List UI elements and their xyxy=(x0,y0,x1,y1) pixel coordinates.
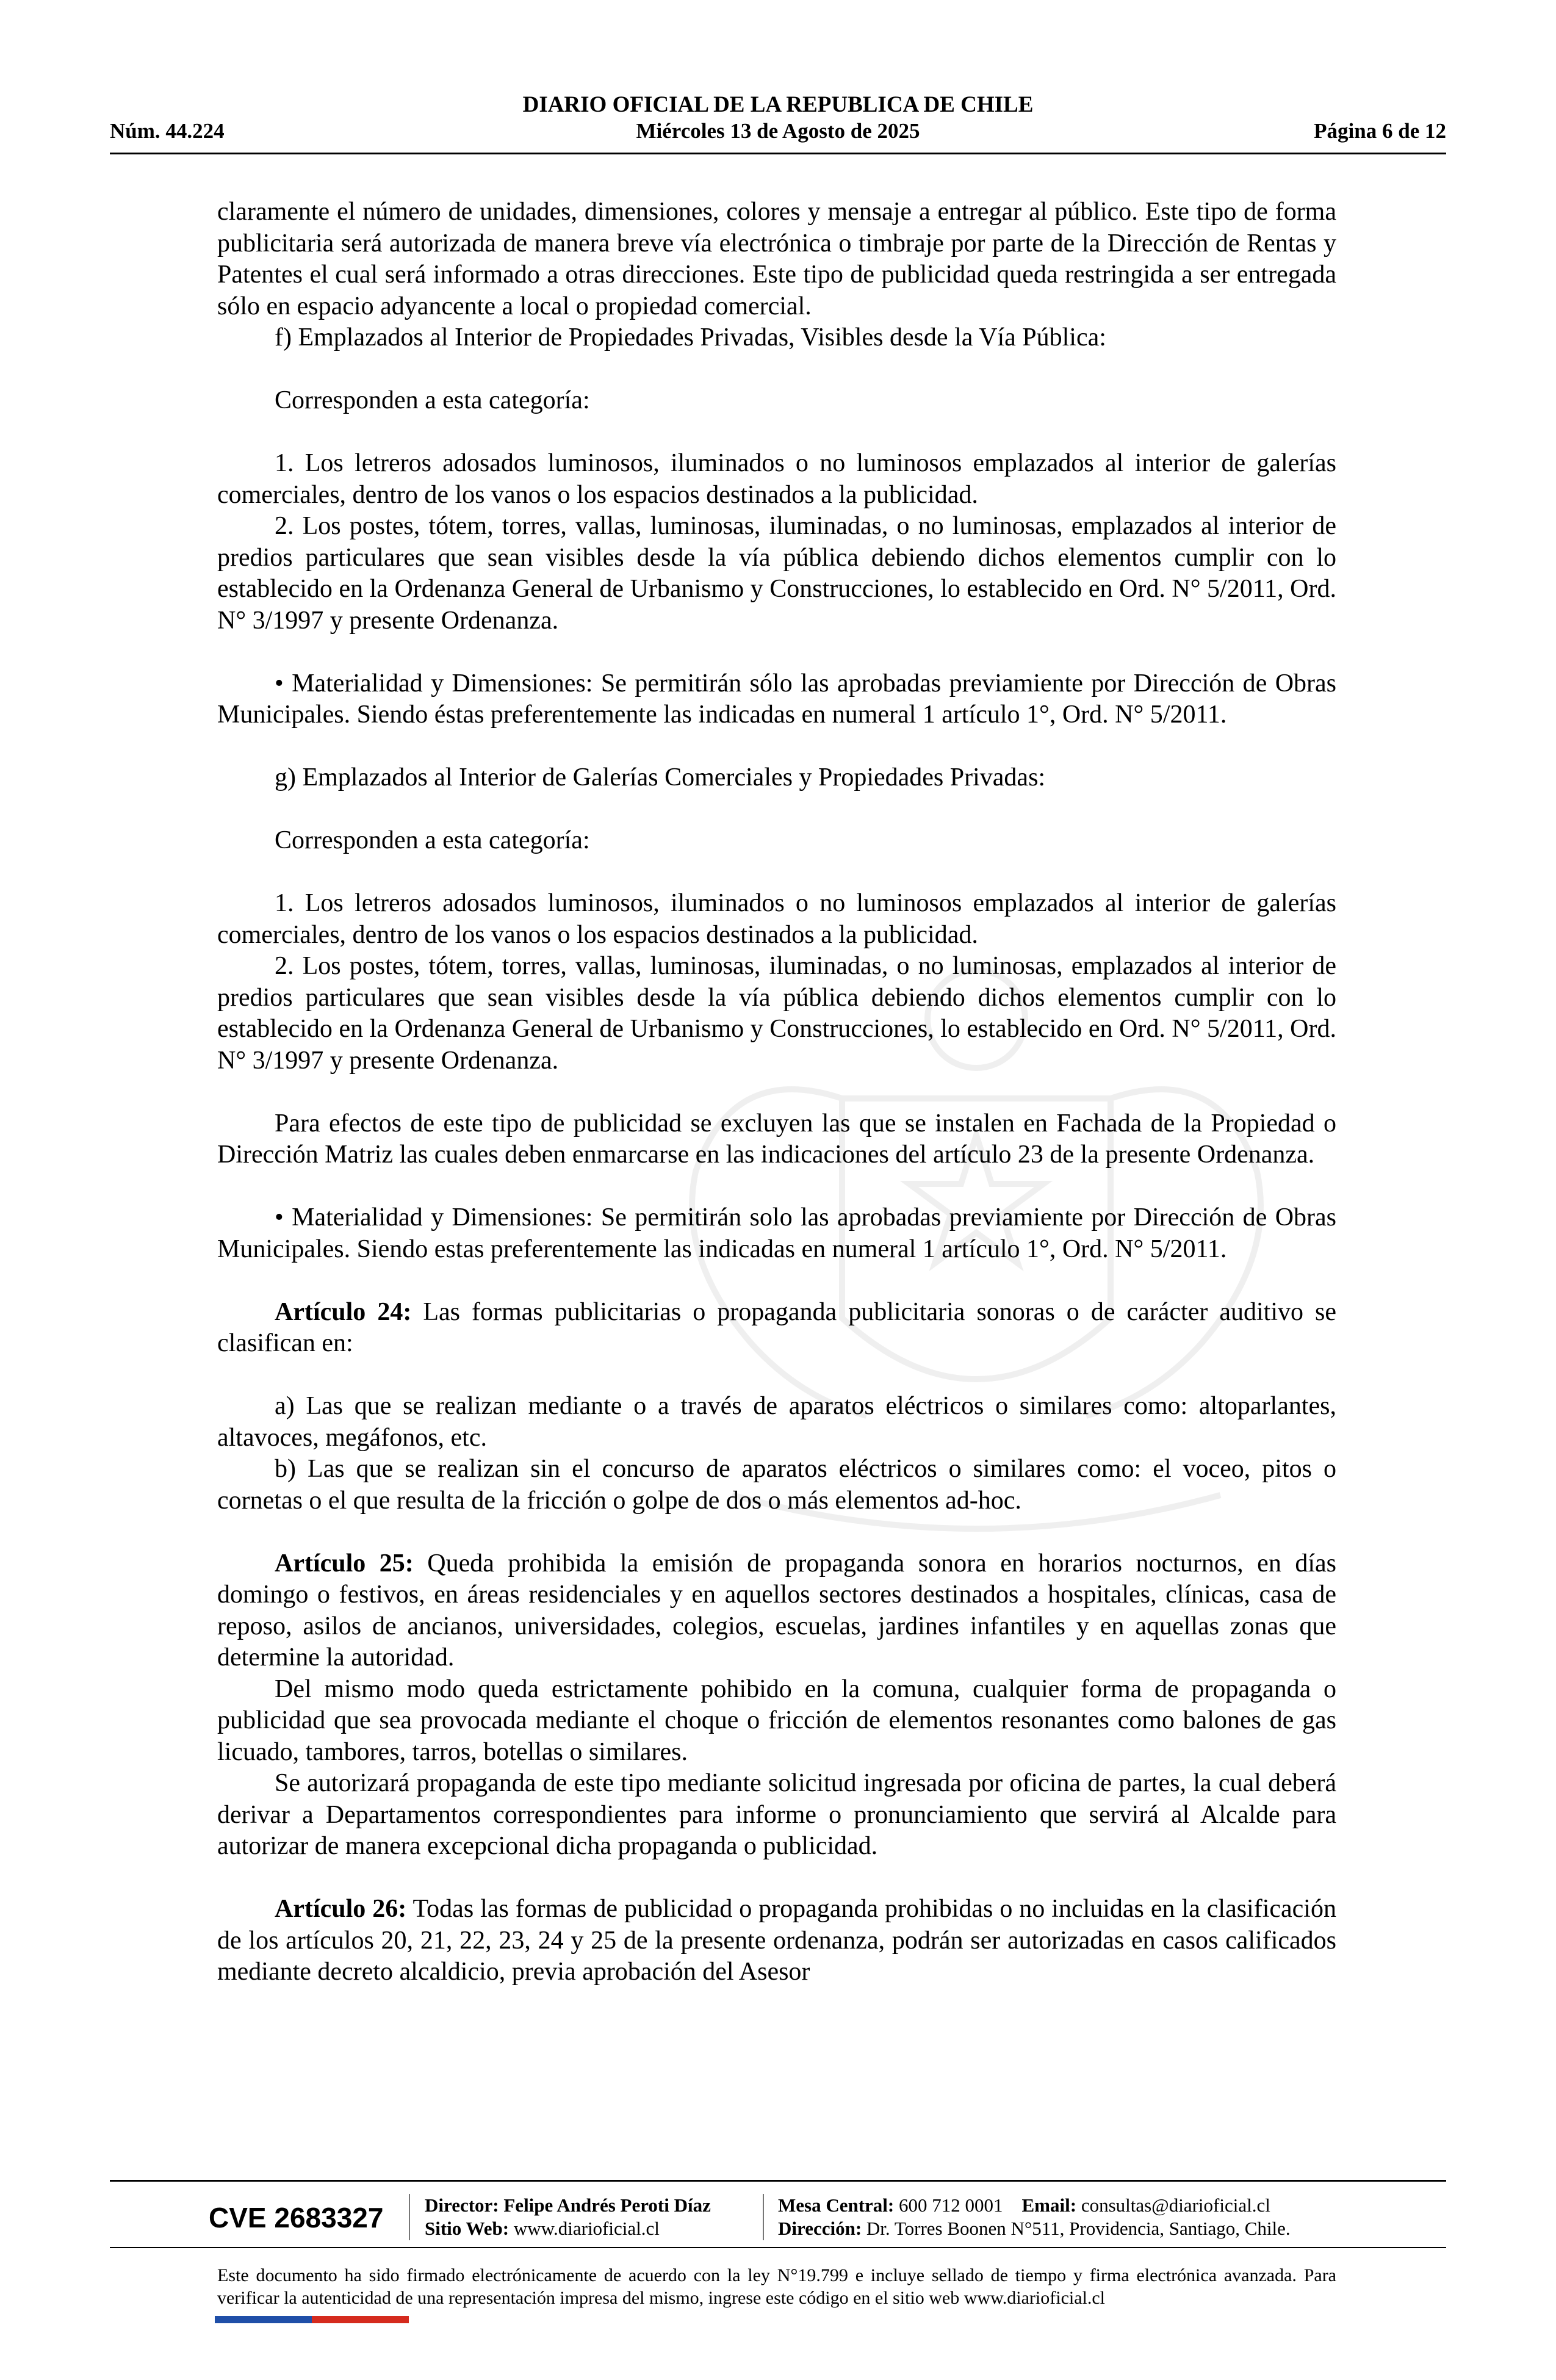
paragraph: Se autorizará propaganda de este tipo mediante solicitud ingresada por oficina de partes, la cual deberá derivar a Departamentos correspondientes para informe o pronunciamiento que servirá al Alcalde para autorizar de manera excepcional dicha propaganda o publicidad. xyxy=(217,1769,1336,1860)
footer-separator xyxy=(409,2194,410,2240)
article-label: Artículo 25: xyxy=(275,1549,414,1578)
footer-divider xyxy=(110,2180,1446,2182)
article-text: Todas las formas de publicidad o propaganda prohibidas o no incluidas en la clasificación de los artículos 20, 21, 22, 23, 24 y 25 de la presente ordenanza, podrán ser autorizadas en casos calificados mediante decreto alcaldicio, previa aprobación del Asesor xyxy=(217,1895,1336,1986)
paragraph: claramente el número de unidades, dimensiones, colores y mensaje a entregar al público. Este tipo de forma publicitaria será autorizada de manera breve vía electrónica o timbraje por parte de la Dirección de Rentas y Patentes el cual será informado a otras direcciones. Este tipo de publicidad queda restringida a ser entregada sólo en espacio adyancente a local o propiedad comercial. xyxy=(217,198,1336,320)
list-item: b) Las que se realizan sin el concurso de aparatos eléctricos o similares como: el voceo, pitos o cornetas o el que resulta de la fricción o golpe de dos o más elementos ad-hoc. xyxy=(217,1455,1336,1515)
article-text: Queda prohibida la emisión de propaganda sonora en horarios nocturnos, en días domingo o festivos, en áreas residenciales y en aquellos sectores destinados a hospitales, clínicas, casa de reposo, asilos de ancianos, universidades, colegios, escuelas, jardines infantiles y en aquellas zonas que determine la autoridad. xyxy=(217,1549,1336,1671)
director-name: Felipe Andrés Peroti Díaz xyxy=(499,2194,711,2216)
list-item: 1. Los letreros adosados luminosos, iluminados o no luminosos emplazados al interior de galerías comerciales, dentro de los vanos o los espacios destinados a la publicidad. xyxy=(217,889,1336,949)
page-indicator: Página 6 de 12 xyxy=(1314,119,1446,143)
bullet-item: • Materialidad y Dimensiones: Se permitirán sólo las aprobadas previamiente por Dirección de Obras Municipales. Siendo éstas preferentemente las indicadas en numeral 1 artículo 1°, Ord. N° 5/2011. xyxy=(217,669,1336,729)
address-label: Dirección: xyxy=(778,2218,862,2239)
list-item: a) Las que se realizan mediante o a través de aparatos eléctricos o similares como: altoparlantes, altavoces, megáfonos, etc. xyxy=(217,1392,1336,1452)
email-value: consultas@diarioficial.cl xyxy=(1076,2194,1270,2216)
paragraph: Corresponden a esta categoría: xyxy=(275,386,590,414)
email-label: Email: xyxy=(1021,2194,1077,2216)
phone-label: Mesa Central: xyxy=(778,2194,895,2216)
header-divider xyxy=(110,153,1446,154)
list-item: 1. Los letreros adosados luminosos, iluminados o no luminosos emplazados al interior de galerías comerciales, dentro de los vanos o los espacios destinados a la publicidad. xyxy=(217,449,1336,509)
phone-value: 600 712 0001 xyxy=(894,2194,1003,2216)
article-26 xyxy=(217,1894,1336,1988)
page-footer xyxy=(110,2188,1446,2267)
bullet-item: • Materialidad y Dimensiones: Se permitirán solo las aprobadas previamiente por Dirección de Obras Municipales. Siendo estas preferentemente las indicadas en numeral 1 artículo 1°, Ord. N° 5/2011. xyxy=(217,1203,1336,1263)
footer-director-block xyxy=(425,2194,711,2240)
flag-color-bar xyxy=(215,2316,409,2323)
footer-bottom-divider xyxy=(110,2247,1446,2248)
paragraph: Del mismo modo queda estrictamente pohibido en la comuna, cualquier forma de propaganda o publicidad que sea provocada mediante el choque o fricción de elementos resonantes como balones de gas licuado, tambores, tarros, botellas o similares. xyxy=(217,1675,1336,1766)
issue-date: Miércoles 13 de Agosto de 2025 xyxy=(636,119,920,143)
paragraph: Corresponden a esta categoría: xyxy=(275,826,590,854)
article-25 xyxy=(217,1548,1336,1674)
paragraph: Para efectos de este tipo de publicidad se excluyen las que se instalen en Fachada de la Propiedad o Dirección Matriz las cuales deben enmarcarse en las indicaciones del artículo 23 de la presente Ordenanza. xyxy=(217,1109,1336,1169)
article-24 xyxy=(217,1297,1336,1360)
website-value: www.diarioficial.cl xyxy=(509,2218,660,2239)
legal-notice: Este documento ha sido firmado electrónicamente de acuerdo con la ley N°19.799 e incluye sellado de tiempo y firma electrónica avanzada. Para verificar la autenticidad de una representación impresa del mismo, ingrese este código en el sitio web www.diarioficial.cl xyxy=(217,2265,1336,2308)
flag-red-segment xyxy=(312,2316,409,2323)
article-label: Artículo 26: xyxy=(275,1895,407,1923)
flag-blue-segment xyxy=(215,2316,312,2323)
section-heading-f: f) Emplazados al Interior de Propiedades Privadas, Visibles desde la Vía Pública: xyxy=(275,323,1106,352)
article-label: Artículo 24: xyxy=(275,1297,412,1326)
cve-code: CVE 2683327 xyxy=(209,2202,384,2234)
article-text: Las formas publicitarias o propaganda publicitaria sonoras o de carácter auditivo se clasifican en: xyxy=(217,1297,1336,1357)
address-value: Dr. Torres Boonen N°511, Providencia, Santiago, Chile. xyxy=(862,2218,1291,2239)
gazette-title: DIARIO OFICIAL DE LA REPUBLICA DE CHILE xyxy=(522,92,1034,117)
footer-contact-block xyxy=(778,2194,1291,2240)
issue-number: Núm. 44.224 xyxy=(110,119,225,143)
website-label: Sitio Web: xyxy=(425,2218,510,2239)
list-item: 2. Los postes, tótem, torres, vallas, luminosas, iluminadas, o no luminosas, emplazados al interior de predios particulares que sean visibles desde la vía pública debiendo dichos elementos cumplir con lo establecido en la Ordenanza General de Urbanismo y Construcciones, lo establecido en Ord. N° 5/2011, Ord. N° 3/1997 y presente Ordenanza. xyxy=(217,952,1336,1075)
director-label: Director: xyxy=(425,2194,499,2216)
footer-separator xyxy=(763,2194,764,2240)
document-body xyxy=(217,197,1336,1988)
list-item: 2. Los postes, tótem, torres, vallas, luminosas, iluminadas, o no luminosas, emplazados al interior de predios particulares que sean visibles desde la vía pública debiendo dichos elementos cumplir con lo establecido en la Ordenanza General de Urbanismo y Construcciones, lo establecido en Ord. N° 5/2011, Ord. N° 3/1997 y presente Ordenanza. xyxy=(217,512,1336,635)
section-heading-g: g) Emplazados al Interior de Galerías Comerciales y Propiedades Privadas: xyxy=(275,763,1046,792)
